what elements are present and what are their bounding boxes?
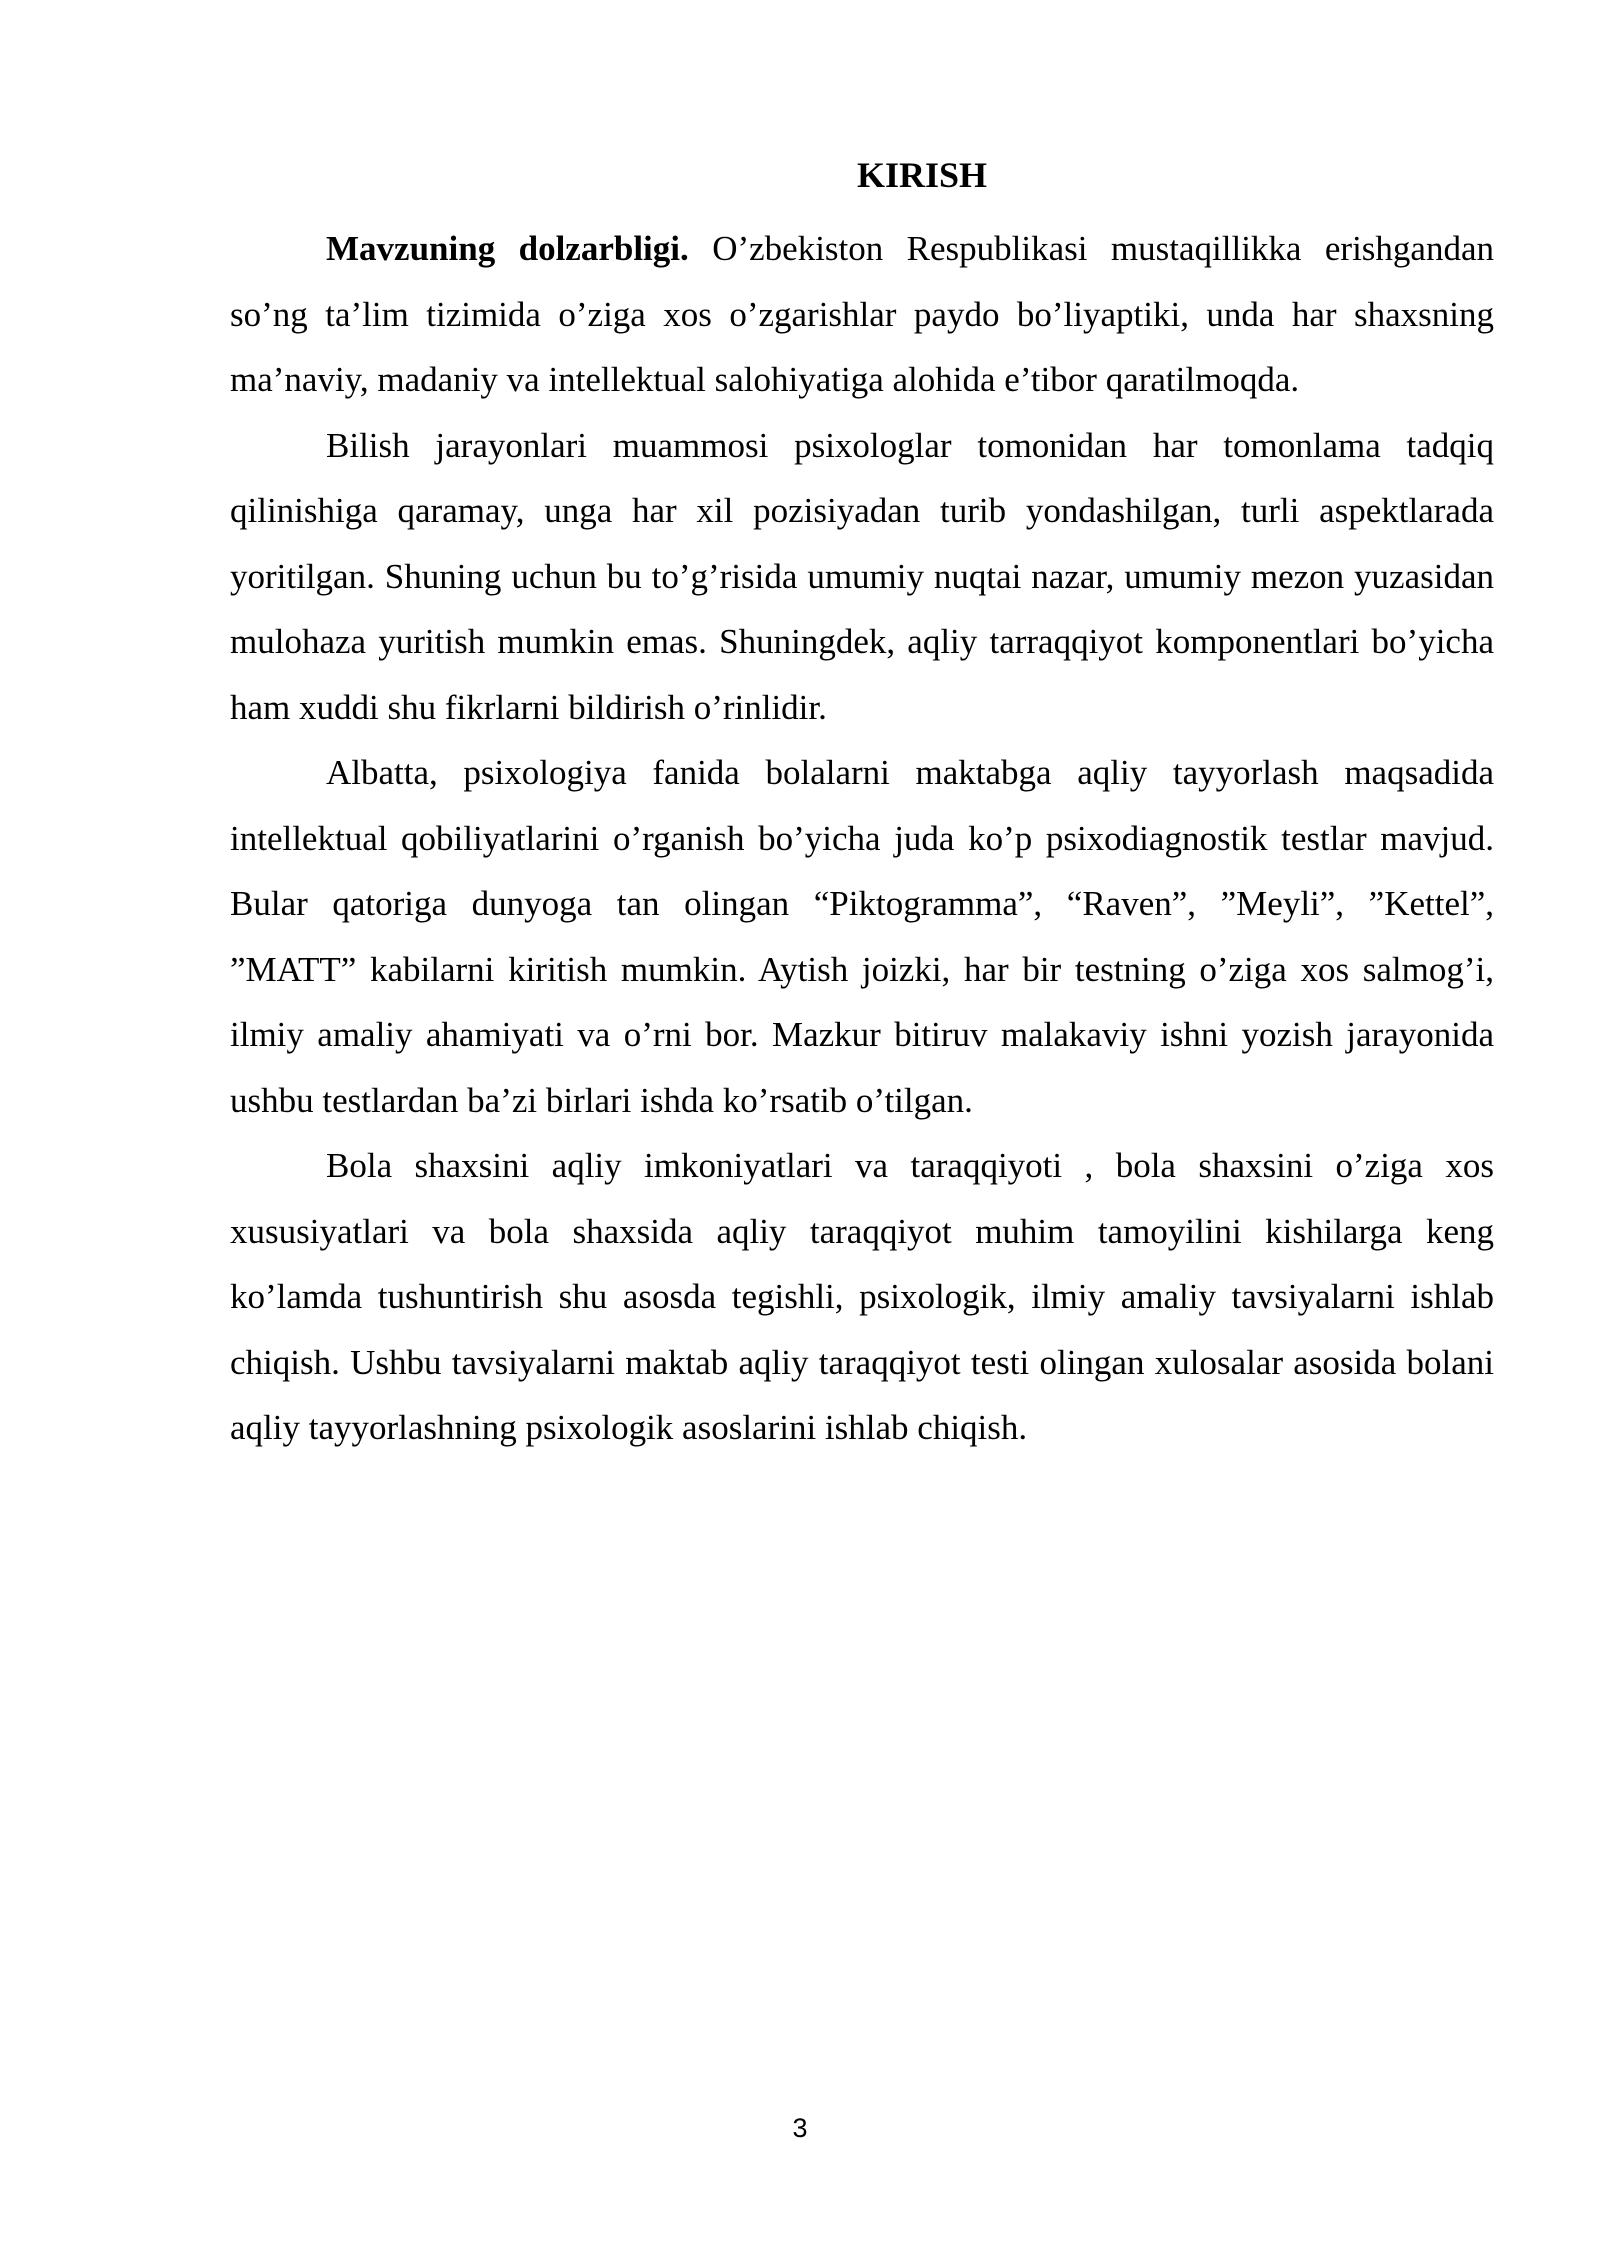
page-content <box>230 150 1494 1461</box>
paragraph-cognition: Bilish jarayonlari muammosi psixologlar tomonidan har tomonlama tadqiq qilinishiga qaramay, unga har xil pozisiyadan turib yondashilgan, turli aspektlarada yoritilgan. Shuning uchun bu to’g’risida umumiy nuqtai nazar, umumiy mezon yuzasidan mulohaza yuritish mumkin emas. Shuningdek, aqliy tarraqqiyot komponentlari bo’yicha ham xuddi shu fikrlarni bildirish o’rinlidir. <box>230 425 1494 727</box>
section-title: KIRISH <box>856 155 988 195</box>
paragraph-recommendations: Bola shaxsini aqliy imkoniyatlari va taraqqiyoti , bola shaxsini o’ziga xos xususiyatlari va bola shaxsida aqliy taraqqiyot muhim tamoyilini kishilarga keng ko’lamda tushuntirish shu asosda tegishli, psixologik, ilmiy amaliy tavsiyalarni ishlab chiqish. Ushbu tavsiyalarni maktab aqliy taraqqiyot testi olingan xulosalar asosida bolani aqliy tayyorlashning psixologik asoslarini ishlab chiqish. <box>230 1146 1494 1447</box>
paragraph-text: O’zbekiston Respublikasi mustaqillikka erishgandan so’ng ta’lim tizimida o’ziga xos o’zgarishlar paydo bo’liyaptiki, unda har shaxsning ma’naviy, madaniy va intellektual salohiyatiga alohida e’tibor qaratilmoqda. <box>230 229 1494 399</box>
page-number: 3 <box>792 2113 808 2143</box>
paragraph-tests: Albatta, psixologiya fanida bolalarni maktabga aqliy tayyorlash maqsadida intellektual qobiliyatlarini o’rganish bo’yicha juda ko’p psixodiagnostik testlar mavjud. Bular qatoriga dunyoga tan olingan “Piktogramma”, “Raven”, ”Meyli”, ”Kettel”, ”MATT” kabilarni kiritish mumkin. Aytish joizki, har bir testning o’ziga xos salmog’i, ilmiy amaliy ahamiyati va o’rni bor. Mazkur bitiruv malakaviy ishni yozish jarayonida ushbu testlardan ba’zi birlari ishda ko’rsatib o’tilgan. <box>230 753 1494 1120</box>
paragraph-lead: Mavzuning dolzarbligi. <box>326 229 689 268</box>
paragraph-relevance <box>230 216 1494 413</box>
